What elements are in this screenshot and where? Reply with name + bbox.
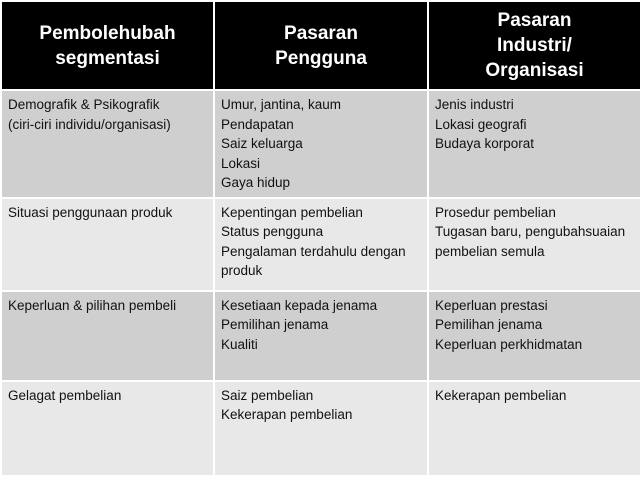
cell-variable <box>1 381 214 477</box>
cell-line: Prosedur pembelian <box>435 204 556 220</box>
header-row <box>1 1 640 90</box>
cell-consumer <box>214 198 428 291</box>
cell-line: Keperluan prestasi <box>435 297 548 313</box>
cell-line: Industri/ <box>497 35 572 56</box>
cell-consumer <box>214 90 428 198</box>
cell-consumer <box>214 291 428 381</box>
cell-line: (ciri-ciri individu/organisasi) <box>8 116 171 132</box>
header-consumer-market <box>214 1 428 90</box>
cell-line: Gaya hidup <box>221 175 291 190</box>
cell-line: Pengguna <box>275 47 367 69</box>
cell-industrial <box>428 381 640 477</box>
cell-line: Pengalaman terdahulu dengan produk <box>221 243 406 278</box>
cell-industrial <box>428 198 640 291</box>
cell-line: segmentasi <box>55 47 160 69</box>
cell-industrial <box>428 291 640 381</box>
cell-line: Jenis industri <box>435 97 514 112</box>
cell-line: Keperluan perkhidmatan <box>435 336 583 352</box>
cell-line: Budaya korporat <box>435 136 535 151</box>
cell-line: Keperluan & pilihan pembeli <box>8 297 177 313</box>
cell-line: Pasaran <box>497 10 572 31</box>
header-industrial-market <box>428 1 640 90</box>
cell-line: Kekerapan pembelian <box>221 407 353 422</box>
cell-line: Situasi penggunaan produk <box>8 204 173 220</box>
cell-line: Organisasi <box>485 60 584 81</box>
cell-line: Pasaran <box>284 22 358 44</box>
cell-line: Kepentingan pembelian <box>221 204 363 220</box>
cell-line: Saiz pembelian <box>221 387 314 403</box>
cell-consumer <box>214 381 428 477</box>
cell-line: Kekerapan pembelian <box>435 387 567 403</box>
cell-line: Kualiti <box>221 336 258 352</box>
cell-line: Pembolehubah <box>39 22 176 44</box>
table-row <box>1 381 640 477</box>
cell-line: Lokasi geografi <box>435 116 527 132</box>
cell-variable <box>1 291 214 381</box>
cell-line: Pendapatan <box>221 116 294 132</box>
table-row <box>1 291 640 381</box>
cell-line: Gelagat pembelian <box>8 387 122 403</box>
cell-variable <box>1 90 214 198</box>
table-row <box>1 198 640 291</box>
cell-line: Pemilihan jenama <box>435 317 543 332</box>
cell-variable <box>1 198 214 291</box>
cell-line: Tugasan baru, pengubahsuaian pembelian semula <box>435 224 626 259</box>
cell-line: Demografik & Psikografik <box>8 97 160 112</box>
cell-line: Pemilihan jenama <box>221 317 329 332</box>
cell-line: Saiz keluarga <box>221 136 303 151</box>
cell-line: Lokasi <box>221 155 261 171</box>
cell-line: Kesetiaan kepada jenama <box>221 297 378 313</box>
cell-line: Umur, jantina, kaum <box>221 97 342 112</box>
cell-industrial <box>428 90 640 198</box>
table-row <box>1 90 640 198</box>
cell-line: Status pengguna <box>221 224 324 239</box>
header-variable <box>1 1 214 90</box>
